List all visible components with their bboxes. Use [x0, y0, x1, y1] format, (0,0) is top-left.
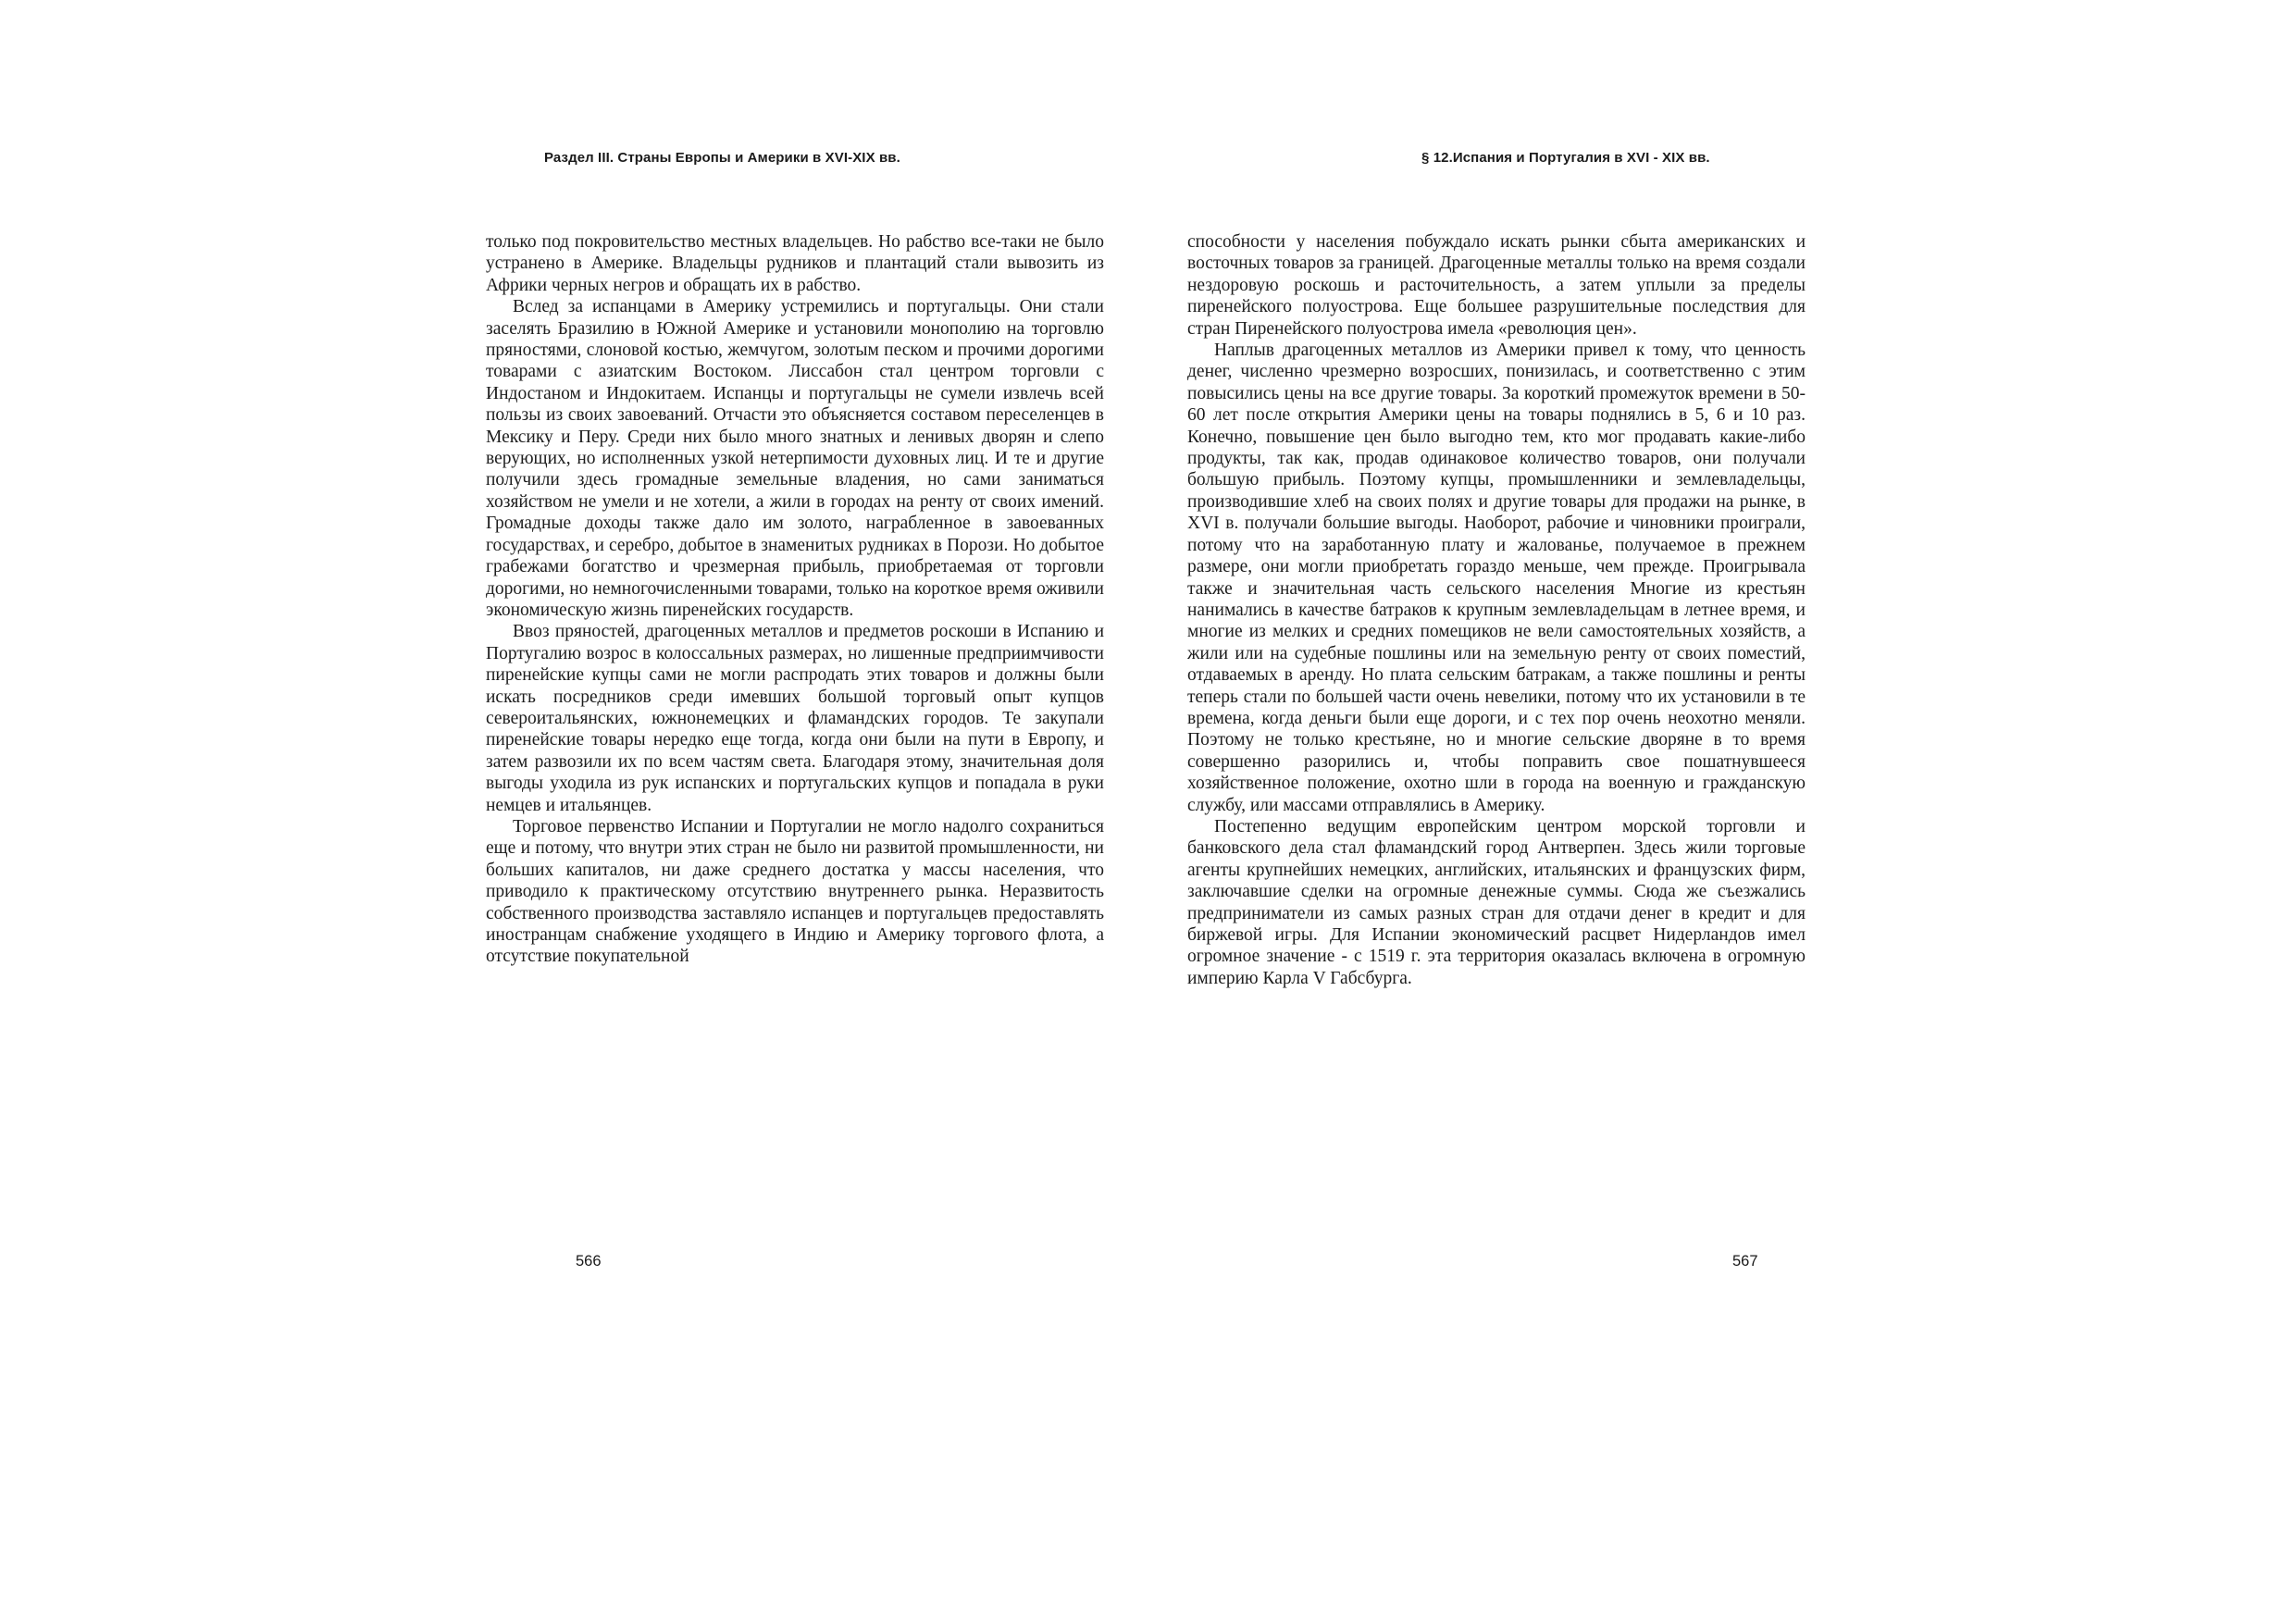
- body-text: [1187, 231, 1806, 989]
- page-number: 566: [576, 1253, 602, 1270]
- paragraph: Постепенно ведущим европейским центром морской торговли и банковского дела стал фламандский город Антверпен. Здесь жили торговые агенты крупнейших немецких, английских, итальянских и французских фирм, заключавшие сделки на огромные денежные суммы. Сюда же съезжались предприниматели из самых разных стран для отдачи денег в кредит и для биржевой игры. Для Испании экономический расцвет Нидерландов имел огромное значение - с 1519 г. эта территория оказалась включена в огромную империю Карла V Габсбурга.: [1187, 816, 1806, 988]
- right-page: [1148, 0, 2295, 1623]
- running-header: § 12.Испания и Португалия в XVI - XIX вв.: [1421, 150, 1710, 166]
- paragraph: Вслед за испанцами в Америку устремились и португальцы. Они стали заселять Бразилию в Южной Америке и установили монополию на торговлю пряностями, слоновой костью, жемчугом, золотым песком и прочими дорогими товарами с азиатским Востоком. Лиссабон стал центром торговли с Индостаном и Индокитаем. Испанцы и португальцы не сумели извлечь всей пользы из своих завоеваний. Отчасти это объясняется составом переселенцев в Мексику и Перу. Среди них было много знатных и ленивых дворян и слепо верующих, но исполненных узкой нетерпимости духовных лиц. И те и другие получили здесь громадные земельные владения, но сами заниматься хозяйством не умели и не хотели, а жили в городах на ренту от своих имений. Громадные доходы также дало им золото, награбленное в завоеванных государствах, и серебро, добытое в знаменитых рудниках в Порози. Но добытое грабежами богатство и чрезмерная прибыль, приобретаемая от торговли дорогими, но немногочисленными товарами, только на короткое время оживили экономическую жизнь пиренейских государств.: [486, 297, 1104, 620]
- paragraph: способности у населения побуждало искать рынки сбыта американских и восточных товаров за границей. Драгоценные металлы только на время создали нездоровую роскошь и расточительность, а затем уплыли за пределы пиренейского полуострова. Еще большее разрушительные последствия для стран Пиренейского полуострова имела «революция цен».: [1187, 232, 1806, 339]
- running-header: Раздел III. Страны Европы и Америки в XVI-XIX вв.: [544, 150, 900, 166]
- paragraph: только под покровительство местных владельцев. Но рабство все-таки не было устранено в Америке. Владельцы рудников и плантаций стали вывозить из Африки черных негров и обращать их в рабство.: [486, 232, 1104, 295]
- paragraph: Ввоз пряностей, драгоценных металлов и предметов роскоши в Испанию и Португалию возрос в колоссальных размерах, но лишенные предприимчивости пиренейские купцы сами не могли распродать этих товаров и должны были искать посредников среди имевших большой торговый опыт купцов североитальянских, южнонемецких и фламандских городов. Те закупали пиренейские товары нередко еще тогда, когда они были на пути в Европу, и затем развозили их по всем частям света. Благодаря этому, значительная доля выгоды уходила из рук испанских и португальских купцов и попадала в руки немцев и итальянцев.: [486, 622, 1104, 815]
- paragraph: Наплыв драгоценных металлов из Америки привел к тому, что ценность денег, численно чрезмерно возросших, понизилась, и соответственно с этим повысились цены на все другие товары. За короткий промежуток времени в 50-60 лет после открытия Америки цены на товары поднялись в 5, 6 и 10 раз. Конечно, повышение цен было выгодно тем, кто мог продавать какие-либо продукты, так как, продав одинаковое количество товаров, они получали большую прибыль. Поэтому купцы, промышленники и землевладельцы, производившие хлеб на своих полях и другие товары для продажи на рынке, в XVI в. получали большие выгоды. Наоборот, рабочие и чиновники проиграли, потому что на заработанную плату и жалованье, получаемое в прежнем размере, они могли приобретать гораздо меньше, чем прежде. Проигрывала также и значительная часть сельского населения Многие из крестьян нанимались в качестве батраков к крупным землевладельцам в летнее время, и многие из мелких и средних помещиков не вели самостоятельных хозяйств, а жили или на судебные пошлины или на земельную ренту от своих поместий, отдаваемых в аренду. Но плата сельским батракам, а также пошлины и ренты теперь стали по большей части очень невелики, потому что их установили в те времена, когда деньги были еще дороги, и с тех пор очень неохотно меняли. Поэтому не только крестьяне, но и многие сельские дворяне в то время совершенно разорились и, чтобы поправить свое пошатнувшееся хозяйственное положение, охотно шли в города на военную и гражданскую службу, или массами отправлялись в Америку.: [1187, 341, 1806, 815]
- paragraph: Торговое первенство Испании и Португалии не могло надолго сохраниться еще и потому, что внутри этих стран не было ни развитой промышленности, ни больших капиталов, ни даже среднего достатка у массы населения, что приводило к практическому отсутствию внутреннего рынка. Неразвитость собственного производства заставляло испанцев и португальцев предоставлять иностранцам снабжение уходящего в Индию и Америку торгового флота, а отсутствие покупательной: [486, 816, 1104, 967]
- page-number: 567: [1732, 1253, 1758, 1270]
- body-text: [486, 231, 1104, 968]
